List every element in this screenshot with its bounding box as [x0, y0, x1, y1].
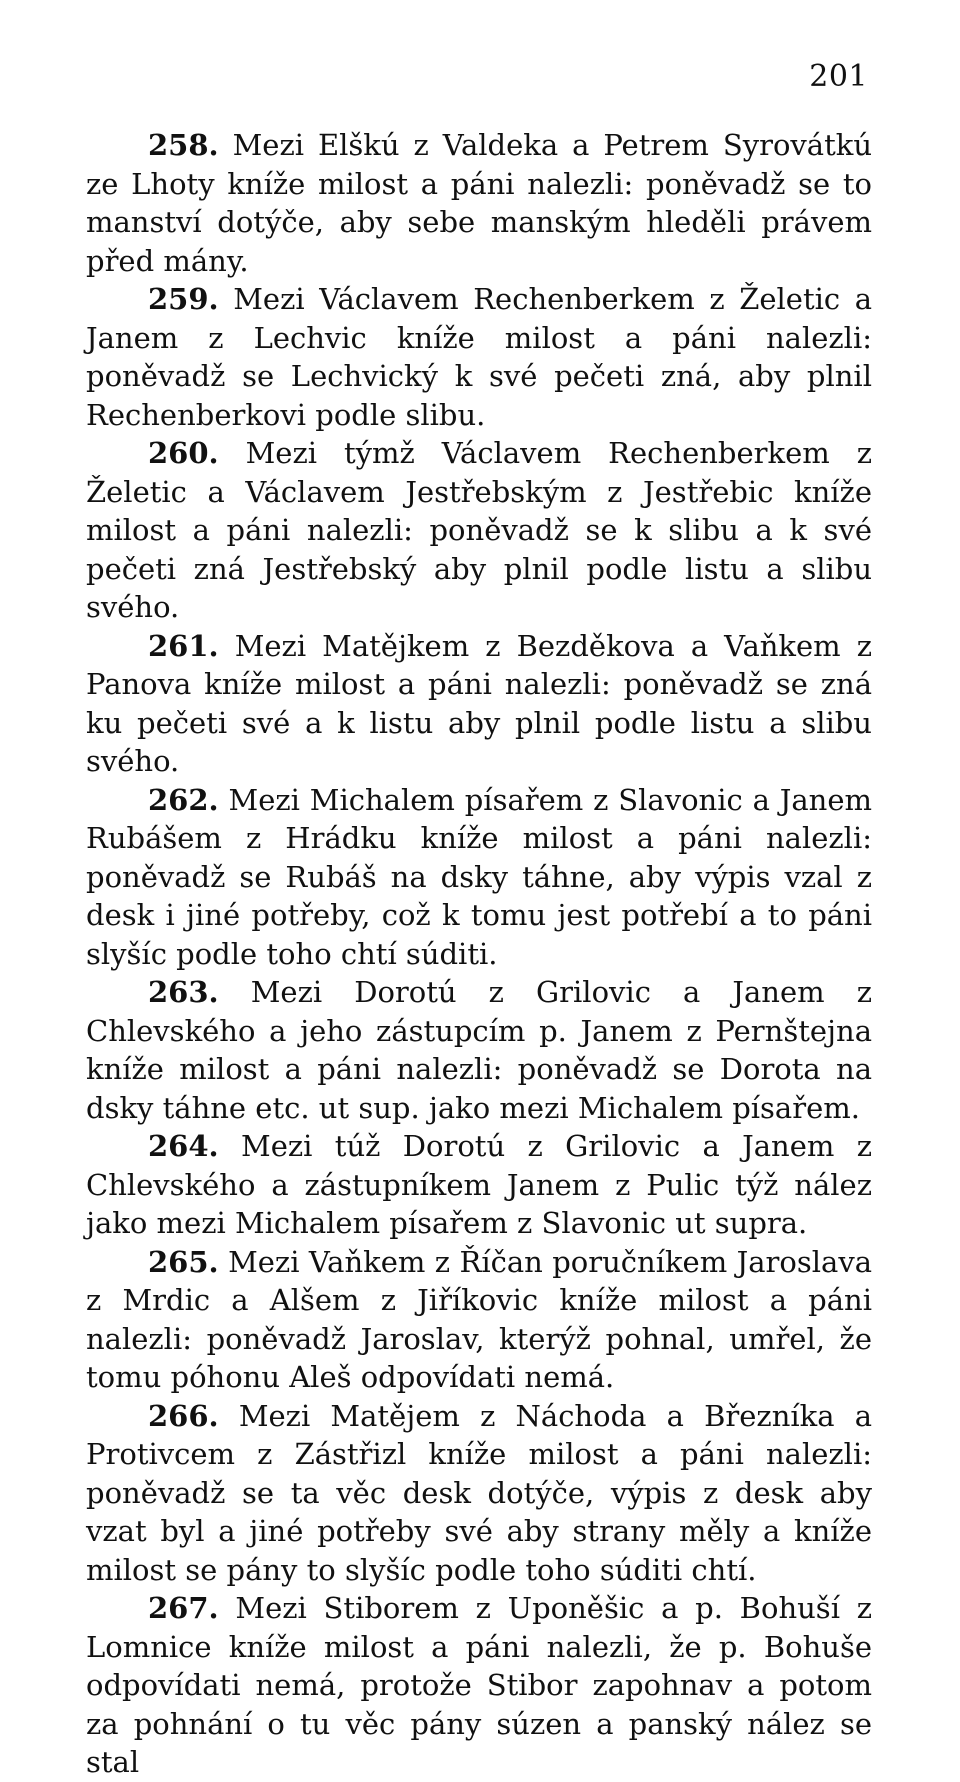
paragraph-text: Mezi Michalem písařem z Slavonic a Janem Rubášem z Hrádku kníže milost a páni nalezli: poněvadž se Rubáš na dsky táhne, aby výpis vzal z desk i jiné potřeby, což k tomu jest potřebí a to páni slyšíc podle toho chtí súditi. [86, 782, 872, 971]
paragraph-265 [86, 1243, 872, 1397]
paragraph-number: 267. [148, 1591, 219, 1625]
paragraph-263 [86, 973, 872, 1127]
paragraph-number: 261. [148, 628, 219, 663]
paragraph-258 [86, 126, 872, 280]
paragraph-text: Mezi Václavem Rechenberkem z Želetic a Janem z Lechvic kníže milost a páni nalezli: poněvadž se Lechvický k své pečeti zná, aby plnil Rechenberkovi podle slibu. [86, 282, 872, 432]
paragraph-260 [86, 434, 872, 627]
body-text [86, 126, 872, 1782]
paragraph-number: 258. [148, 128, 219, 162]
paragraph-266 [86, 1397, 872, 1590]
paragraph-262 [86, 781, 872, 974]
paragraph-264 [86, 1127, 872, 1243]
paragraph-259 [86, 280, 872, 434]
paragraph-number: 264. [148, 1129, 219, 1163]
paragraph-number: 266. [148, 1398, 219, 1433]
paragraph-number: 263. [148, 975, 219, 1009]
paragraph-text: Mezi túž Dorotú z Grilovic a Janem z Chlevského a zástupníkem Janem z Pulic týž nález jako mezi Michalem písařem z Slavonic ut supra. [86, 1129, 873, 1240]
paragraph-number: 265. [148, 1244, 219, 1279]
paragraph-text: Mezi Elškú z Valdeka a Petrem Syrovátkú ze Lhoty kníže milost a páni nalezli: poněvadž se to manství dotýče, aby sebe manským hleděli právem před mány. [86, 128, 872, 278]
paragraph-text: Mezi Matějkem z Bezděkova a Vaňkem z Panova kníže milost a páni nalezli: poněvadž se zná ku pečeti své a k listu aby plnil podle listu a slibu svého. [86, 628, 872, 778]
paragraph-267 [86, 1589, 872, 1782]
paragraph-text: Mezi Vaňkem z Říčan poručníkem Jaroslava z Mrdic a Alšem z Jiříkovic kníže milost a páni nalezli: poněvadž Jaroslav, kterýž pohnal, umřel, že tomu póhonu Aleš odpovídati nemá. [86, 1244, 872, 1394]
paragraph-number: 259. [148, 282, 219, 316]
paragraph-text: Mezi Dorotú z Grilovic a Janem z Chlevského a jeho zástupcím p. Janem z Pernštejna kníže milost a páni nalezli: poněvadž se Dorota na dsky táhne etc. ut sup. jako mezi Michalem písařem. [86, 975, 872, 1125]
paragraph-text: Mezi týmž Václavem Rechenberkem z Želetic a Václavem Jestřebským z Jestřebic kníže milost a páni nalezli: poněvadž se k slibu a k své pečeti zná Jestřebský aby plnil podle listu a slibu svého. [86, 436, 872, 624]
paragraph-text: Mezi Stiborem z Uponěšic a p. Bohuší z Lomnice kníže milost a páni nalezli, že p. Bohuše odpovídati nemá, protože Stibor zapohnav a potom za pohnání o tu věc pány súzen a panský nález se stal [86, 1591, 872, 1779]
paragraph-number: 260. [148, 436, 219, 470]
paragraph-text: Mezi Matějem z Náchoda a Březníka a Protivcem z Zástřizl kníže milost a páni nalezli: poněvadž se ta věc desk dotýče, výpis z desk aby vzat byl a jiné potřeby své aby strany měly a kníže milost se pány to slyšíc podle toho súditi chtí. [86, 1398, 872, 1587]
page-number: 201 [809, 59, 868, 94]
paragraph-number: 262. [148, 782, 219, 817]
paragraph-261 [86, 627, 872, 781]
